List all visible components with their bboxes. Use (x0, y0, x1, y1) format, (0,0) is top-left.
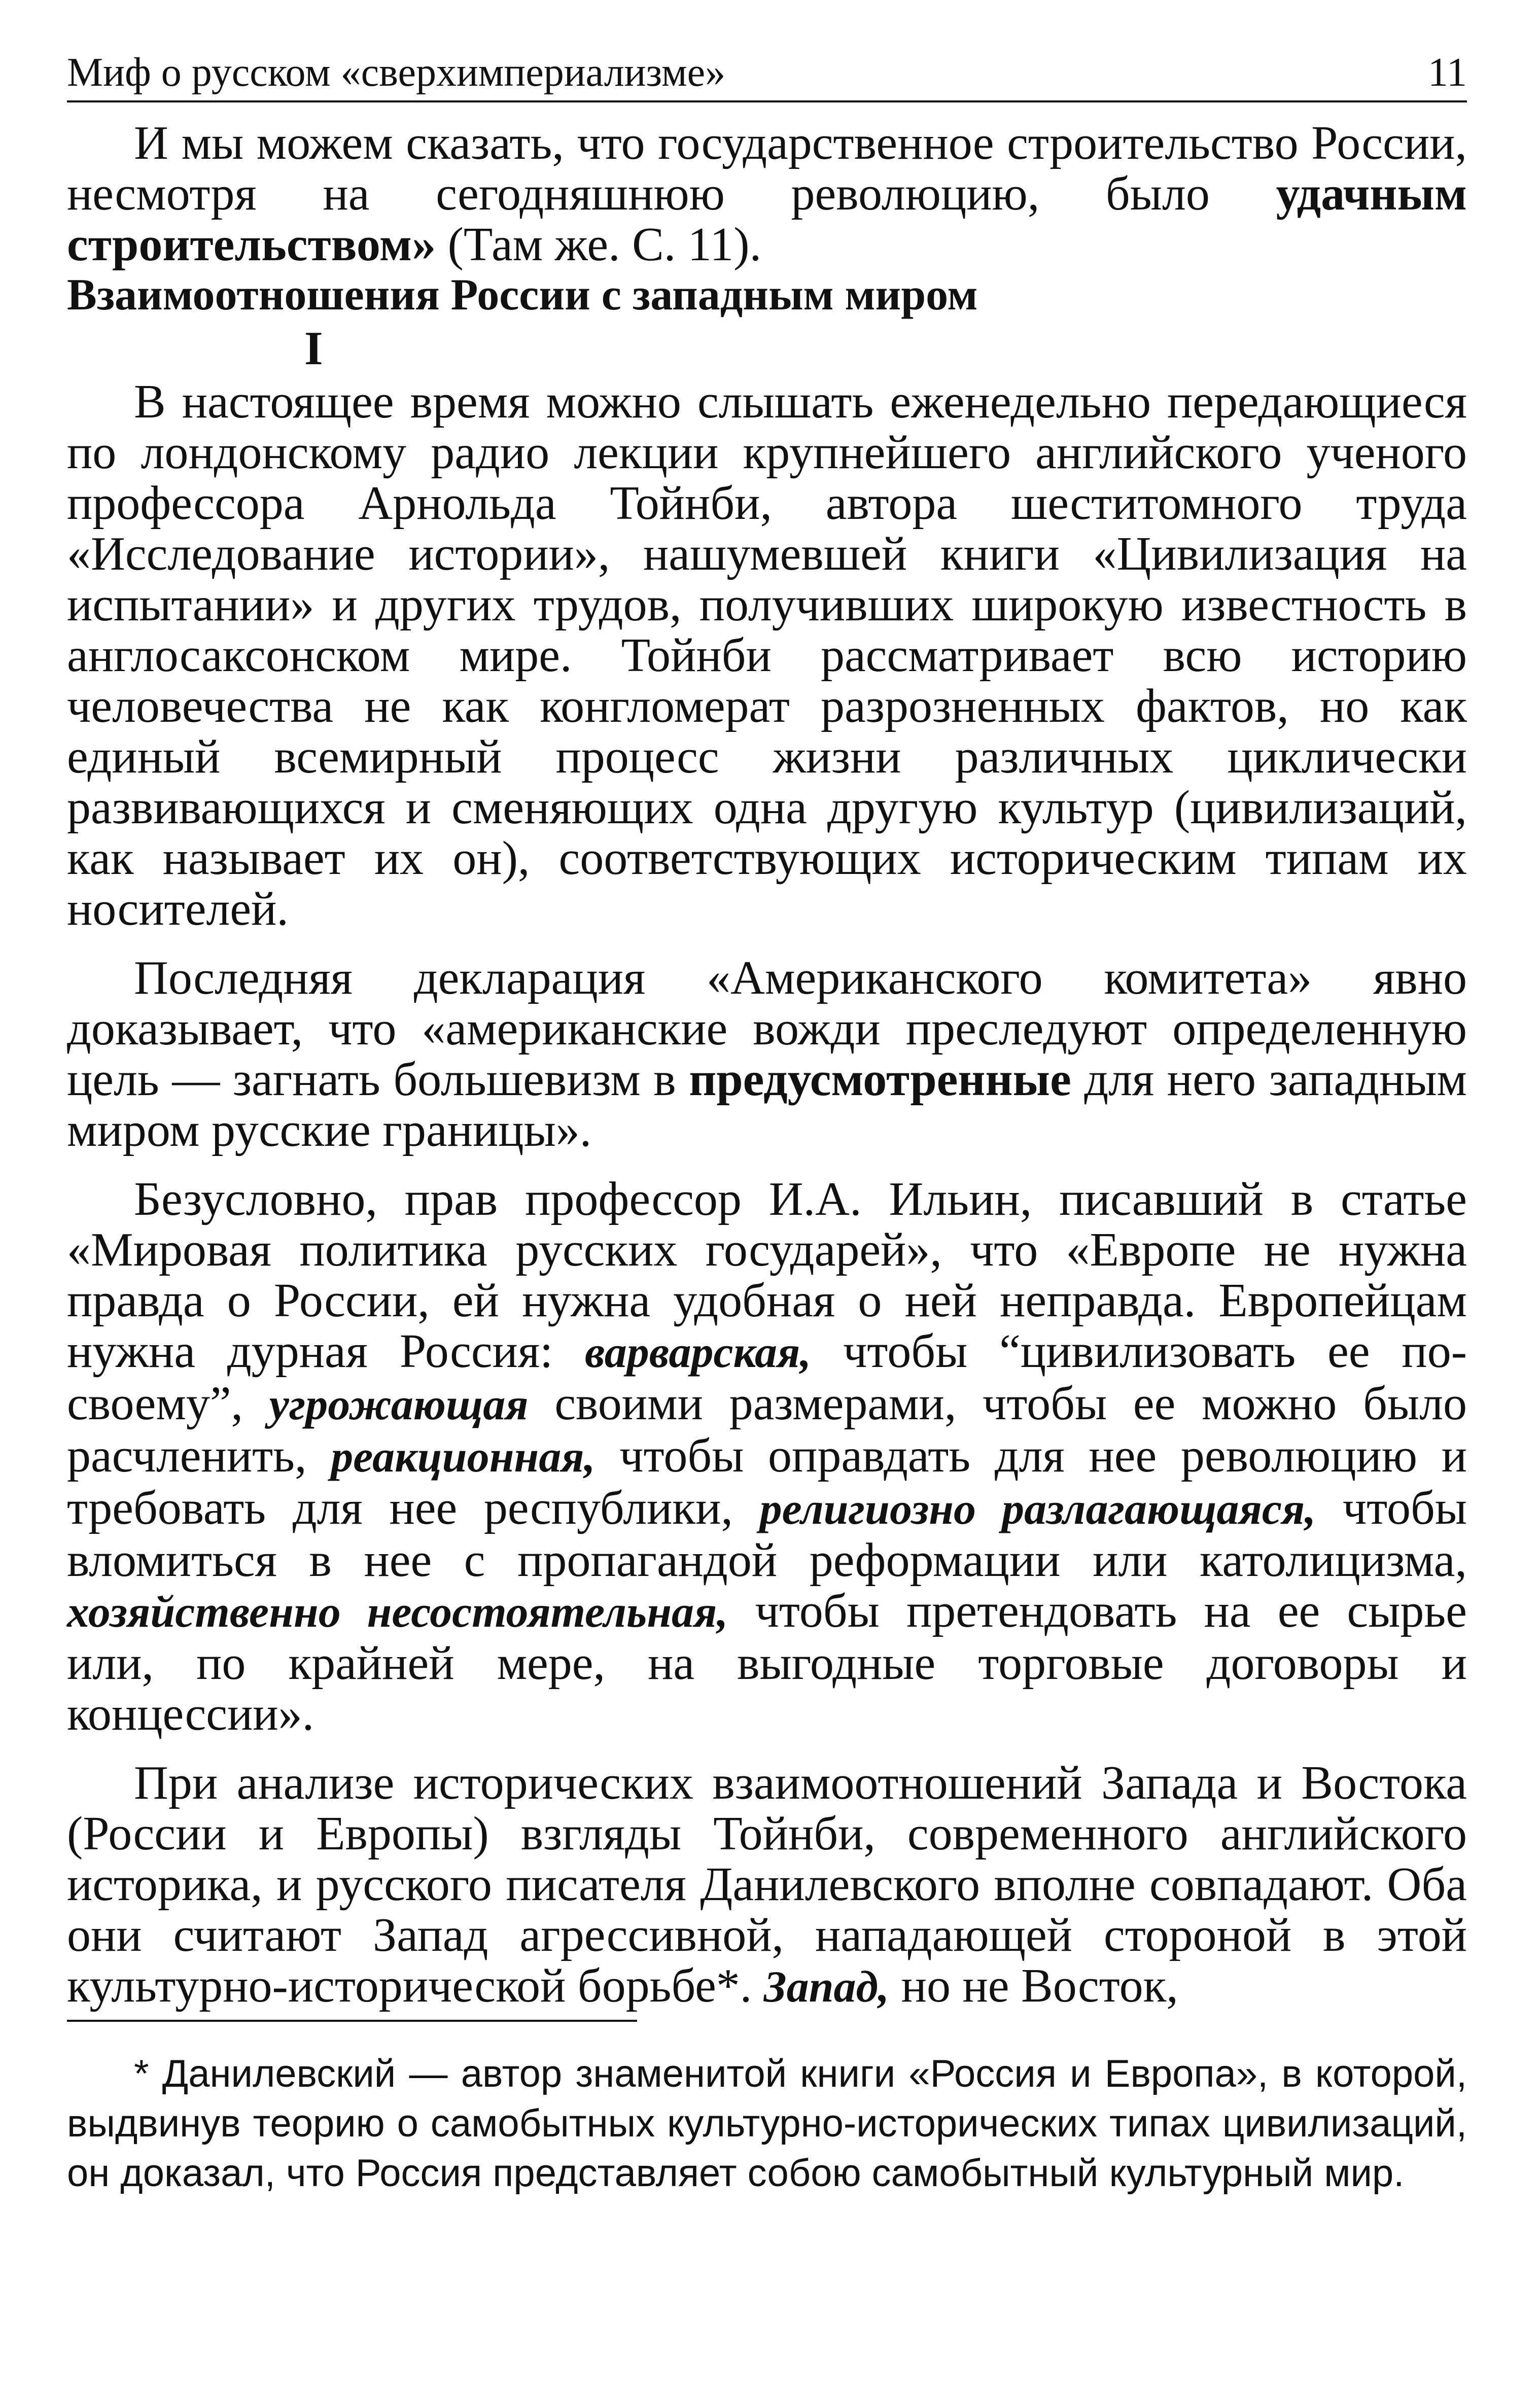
text-run: Безусловно, прав профессор И.А. Ильин, писавший в статье «Мировая политика русских государей», что «Европе не нужна правда о России, ей нужна удобная о ней неправда. Европейцам нужна дурная Россия: (67, 1173, 1467, 1378)
text-run: для него западным миром русские границы». (67, 1053, 1467, 1156)
text-run: (Там же. С. 11). (436, 218, 762, 271)
italic-run: Запад, (763, 1962, 890, 2012)
paragraph-west-east (67, 1758, 1467, 2013)
italic-run: хозяйственно несостоятельная, (67, 1588, 728, 1637)
italic-run: угрожающая (269, 1380, 529, 1429)
text-run: своими размерами, чтобы ее можно было расчленить, (67, 1377, 1467, 1482)
paragraph-toynbee: В настоящее время можно слышать еженедельно передающиеся по лондонскому радио лекции крупнейшего английского ученого профессора Арнольда Тойнби, автора шеститомного труда «Исследование истории», нашумевшей книги «Цивилизация на испытании» и других трудов, получивших широкую известность в англосаксонском мире. Тойнби рассматривает всю историю человечества не как конгломерат разрозненных фактов, но как единый всемирный процесс жизни различных циклически развивающихся и сменяющих одна другую культур (цивилизаций, как называет их он), соответствующих историческим типам их носителей. (67, 375, 1467, 935)
text-run: чтобы оправдать для нее революцию и требовать для нее республики, (67, 1429, 1467, 1534)
bold-run: удачным строительством» (67, 167, 1467, 271)
paragraph-continuation (67, 118, 1467, 270)
italic-run: религиозно разлагающаяся, (759, 1485, 1316, 1534)
footnote: * Данилевский — автор знаменитой книги «Россия и Европа», в которой, выдвинув теорию о самобытных культурно-исторических типах цивилизаций, он доказал, что Россия представляет собою самобытный культурный мир. (67, 2052, 1467, 2195)
italic-run: варварская, (585, 1328, 812, 1377)
page-number: 11 (1427, 50, 1467, 95)
text-run: чтобы вломиться в нее с пропагандой реформации или католицизма, (67, 1482, 1467, 1587)
footnote-rule (67, 2020, 637, 2022)
text-run: но не Восток, (889, 1959, 1178, 2012)
italic-run: реакционная, (331, 1432, 596, 1482)
paragraph-ilyin (67, 1174, 1467, 1739)
text-run: И мы можем сказать, что государственное строительство России, несмотря на сегодняшнюю революцию, было (67, 117, 1467, 220)
text-run: чтобы “цивилизовать ее по-своему”, (67, 1325, 1467, 1430)
body-text (67, 118, 1467, 2013)
text-run: Последняя декларация «Американского комитета» явно доказывает, что «американские вожди преследуют определенную цель — загнать большевизм в (67, 952, 1467, 1106)
paragraph-american-committee (67, 953, 1467, 1155)
running-head-title: Миф о русском «сверхимпериализме» (67, 50, 726, 95)
section-number: I (304, 322, 323, 375)
running-head (67, 40, 1467, 102)
text-run: чтобы претендовать на ее сырье или, по крайней мере, на выгодные торговые договоры и концессии». (67, 1585, 1467, 1740)
section-title: Взаимоотношения России с западным миром (67, 270, 978, 320)
bold-run: предусмотренные (689, 1053, 1071, 1106)
text-run: При анализе исторических взаимоотношений Запада и Востока (России и Европы) взгляды Тойнби, современного английского историка, и русского писателя Данилевского вполне совпадают. Оба они считают Запад агрессивной, нападающей стороной в этой культурно-исторической борьбе*. (67, 1757, 1467, 2012)
